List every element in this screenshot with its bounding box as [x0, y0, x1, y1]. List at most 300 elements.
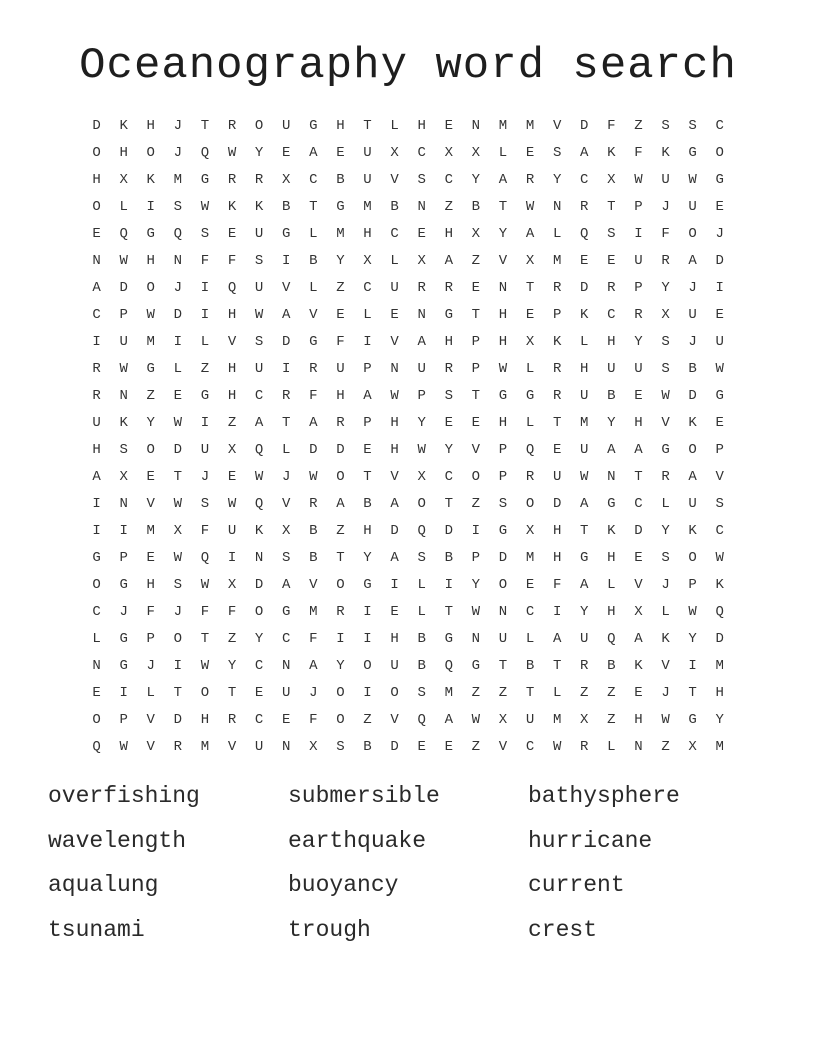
- grid-letter: W: [715, 361, 724, 377]
- grid-letter: D: [552, 496, 562, 512]
- grid-letter: V: [309, 577, 318, 593]
- grid-row: [83, 221, 734, 248]
- grid-letter: S: [661, 334, 670, 350]
- grid-letter: K: [254, 199, 264, 215]
- grid-letter: P: [471, 334, 481, 350]
- grid-letter: Q: [417, 712, 426, 728]
- grid-letter: V: [390, 172, 399, 188]
- grid-letter: J: [200, 469, 210, 485]
- word-list-item: trough: [288, 916, 371, 943]
- grid-letter: I: [634, 226, 643, 242]
- grid-letter: S: [200, 496, 210, 512]
- word-list-item: buoyancy: [288, 872, 399, 898]
- grid-letter: X: [525, 523, 535, 539]
- grid-letter: I: [715, 280, 724, 296]
- grid-letter: Q: [254, 496, 264, 512]
- grid-letter: E: [336, 307, 345, 323]
- grid-letter: E: [525, 307, 535, 323]
- grid-letter: S: [661, 118, 670, 134]
- grid-letter: U: [200, 442, 210, 458]
- grid-letter: Z: [363, 712, 372, 728]
- grid-letter: H: [119, 145, 128, 161]
- grid-letter: D: [173, 307, 183, 323]
- grid-letter: Y: [661, 280, 670, 296]
- grid-letter: Q: [417, 523, 426, 539]
- grid-letter: E: [552, 442, 562, 458]
- grid-row: [83, 518, 734, 545]
- grid-letter: P: [498, 469, 508, 485]
- grid-letter: C: [363, 280, 372, 296]
- grid-letter: C: [525, 604, 535, 620]
- grid-letter: O: [390, 685, 399, 701]
- grid-letter: C: [444, 172, 453, 188]
- grid-letter: I: [363, 685, 372, 701]
- grid-letter: Y: [336, 658, 345, 674]
- grid-letter: Y: [661, 523, 670, 539]
- grid-letter: P: [146, 631, 155, 647]
- grid-letter: V: [498, 253, 508, 269]
- grid-letter: U: [390, 658, 399, 674]
- grid-letter: A: [580, 577, 589, 593]
- grid-letter: Q: [92, 739, 101, 755]
- grid-letter: B: [309, 523, 318, 539]
- grid-letter: G: [119, 577, 128, 593]
- grid-letter: K: [146, 172, 155, 188]
- grid-letter: K: [580, 307, 589, 323]
- grid-letter: E: [525, 577, 535, 593]
- grid-letter: T: [580, 523, 589, 539]
- grid-letter: O: [92, 199, 101, 215]
- grid-letter: N: [92, 658, 101, 674]
- grid-letter: I: [200, 307, 210, 323]
- word-list-item: bathysphere: [528, 783, 680, 809]
- grid-letter: H: [227, 361, 237, 377]
- grid-letter: W: [471, 604, 481, 620]
- page-title: Oceanography word search: [79, 41, 737, 91]
- grid-letter: U: [634, 253, 643, 269]
- grid-letter: G: [200, 388, 210, 404]
- grid-letter: D: [580, 280, 589, 296]
- grid-letter: G: [119, 631, 128, 647]
- grid-letter: Q: [254, 442, 264, 458]
- grid-letter: O: [254, 604, 264, 620]
- grid-letter: L: [309, 280, 318, 296]
- grid-letter: O: [336, 712, 345, 728]
- grid-letter: N: [282, 739, 291, 755]
- grid-letter: X: [282, 523, 291, 539]
- grid-letter: E: [254, 685, 264, 701]
- grid-letter: U: [254, 361, 264, 377]
- grid-letter: G: [715, 172, 724, 188]
- grid-letter: M: [715, 739, 724, 755]
- grid-letter: X: [471, 226, 481, 242]
- grid-letter: O: [363, 658, 372, 674]
- grid-letter: D: [580, 118, 589, 134]
- grid-letter: D: [336, 442, 345, 458]
- grid-letter: O: [173, 631, 183, 647]
- grid-letter: L: [552, 685, 562, 701]
- grid-letter: I: [390, 577, 399, 593]
- grid-letter: W: [688, 172, 697, 188]
- grid-letter: B: [309, 550, 318, 566]
- grid-letter: Y: [254, 631, 264, 647]
- grid-letter: X: [227, 442, 237, 458]
- grid-letter: U: [580, 631, 589, 647]
- grid-letter: D: [173, 442, 183, 458]
- word-list-item: crest: [528, 916, 598, 943]
- grid-row: [83, 599, 734, 626]
- grid-letter: Z: [471, 496, 481, 512]
- grid-letter: W: [173, 496, 183, 512]
- grid-letter: Q: [580, 226, 589, 242]
- grid-letter: O: [92, 577, 101, 593]
- grid-letter: I: [146, 199, 155, 215]
- grid-letter: A: [282, 577, 291, 593]
- grid-letter: N: [417, 307, 426, 323]
- grid-letter: D: [390, 739, 399, 755]
- grid-letter: X: [417, 469, 426, 485]
- grid-letter: B: [525, 658, 535, 674]
- grid-letter: S: [173, 199, 183, 215]
- grid-letter: M: [146, 523, 155, 539]
- grid-letter: M: [715, 658, 724, 674]
- grid-letter: R: [525, 172, 535, 188]
- grid-letter: U: [254, 739, 264, 755]
- grid-letter: P: [634, 280, 643, 296]
- grid-letter: I: [444, 577, 453, 593]
- grid-row: [83, 113, 734, 140]
- grid-letter: G: [363, 577, 372, 593]
- grid-letter: R: [552, 388, 562, 404]
- grid-letter: R: [336, 415, 345, 431]
- grid-letter: H: [390, 415, 399, 431]
- grid-letter: F: [661, 226, 670, 242]
- grid-letter: W: [552, 739, 562, 755]
- grid-letter: K: [607, 145, 616, 161]
- grid-letter: K: [688, 415, 697, 431]
- grid-letter: W: [471, 712, 481, 728]
- grid-letter: C: [417, 145, 426, 161]
- grid-letter: G: [715, 388, 724, 404]
- grid-letter: K: [254, 523, 264, 539]
- grid-letter: A: [309, 145, 318, 161]
- grid-letter: H: [552, 550, 562, 566]
- grid-letter: Y: [607, 415, 616, 431]
- grid-letter: E: [390, 604, 399, 620]
- grid-letter: O: [715, 145, 724, 161]
- grid-letter: E: [417, 739, 426, 755]
- grid-letter: W: [498, 361, 508, 377]
- grid-letter: R: [661, 469, 670, 485]
- grid-letter: H: [607, 550, 616, 566]
- grid-letter: E: [92, 226, 101, 242]
- grid-letter: S: [607, 226, 616, 242]
- grid-letter: O: [417, 496, 426, 512]
- grid-letter: O: [336, 685, 345, 701]
- grid-letter: Z: [607, 712, 616, 728]
- grid-letter: R: [444, 280, 453, 296]
- grid-letter: Z: [227, 415, 237, 431]
- grid-letter: D: [92, 118, 101, 134]
- grid-letter: M: [580, 415, 589, 431]
- grid-letter: J: [715, 226, 724, 242]
- grid-letter: Y: [471, 577, 481, 593]
- grid-letter: L: [363, 307, 372, 323]
- grid-letter: C: [634, 496, 643, 512]
- grid-letter: W: [173, 415, 183, 431]
- grid-letter: L: [525, 631, 535, 647]
- grid-letter: V: [146, 496, 155, 512]
- grid-letter: R: [227, 172, 237, 188]
- grid-letter: I: [227, 550, 237, 566]
- grid-letter: D: [309, 442, 318, 458]
- grid-letter: E: [634, 685, 643, 701]
- grid-letter: E: [444, 739, 453, 755]
- grid-letter: G: [146, 361, 155, 377]
- grid-row: [83, 545, 734, 572]
- grid-letter: E: [146, 550, 155, 566]
- grid-letter: M: [525, 118, 535, 134]
- grid-row: [83, 653, 734, 680]
- grid-letter: A: [390, 496, 399, 512]
- grid-letter: S: [661, 361, 670, 377]
- grid-letter: W: [634, 172, 643, 188]
- grid-letter: H: [146, 577, 155, 593]
- grid-letter: R: [309, 496, 318, 512]
- grid-letter: F: [309, 631, 318, 647]
- grid-letter: I: [119, 523, 128, 539]
- grid-letter: M: [146, 334, 155, 350]
- grid-letter: V: [498, 739, 508, 755]
- grid-letter: G: [444, 307, 453, 323]
- grid-letter: R: [607, 280, 616, 296]
- grid-letter: H: [200, 712, 210, 728]
- grid-letter: I: [200, 415, 210, 431]
- grid-letter: Y: [471, 172, 481, 188]
- grid-row: [83, 275, 734, 302]
- grid-letter: X: [661, 307, 670, 323]
- grid-letter: N: [552, 199, 562, 215]
- grid-letter: R: [417, 280, 426, 296]
- grid-letter: T: [336, 550, 345, 566]
- grid-letter: J: [661, 685, 670, 701]
- grid-letter: Y: [634, 334, 643, 350]
- grid-row: [83, 626, 734, 653]
- grid-letter: H: [444, 334, 453, 350]
- grid-letter: I: [363, 334, 372, 350]
- grid-letter: S: [417, 172, 426, 188]
- grid-row: [83, 329, 734, 356]
- grid-letter: R: [227, 118, 237, 134]
- grid-letter: H: [634, 415, 643, 431]
- grid-letter: P: [417, 388, 426, 404]
- grid-letter: X: [471, 145, 481, 161]
- grid-letter: E: [444, 118, 453, 134]
- grid-letter: U: [227, 523, 237, 539]
- grid-letter: G: [580, 550, 589, 566]
- grid-letter: T: [688, 685, 697, 701]
- grid-letter: J: [119, 604, 128, 620]
- grid-letter: X: [119, 172, 128, 188]
- grid-letter: Z: [661, 739, 670, 755]
- grid-letter: T: [607, 199, 616, 215]
- grid-letter: O: [471, 469, 481, 485]
- grid-letter: H: [336, 118, 345, 134]
- grid-letter: I: [336, 631, 345, 647]
- grid-letter: C: [607, 307, 616, 323]
- grid-letter: X: [417, 253, 426, 269]
- grid-letter: A: [688, 469, 697, 485]
- word-list-item: tsunami: [48, 916, 145, 943]
- grid-letter: U: [715, 334, 724, 350]
- grid-letter: U: [688, 496, 697, 512]
- grid-letter: Z: [498, 685, 508, 701]
- grid-letter: U: [282, 118, 291, 134]
- grid-letter: Q: [715, 604, 724, 620]
- grid-letter: C: [390, 226, 399, 242]
- grid-letter: V: [390, 712, 399, 728]
- grid-letter: T: [363, 118, 372, 134]
- grid-letter: U: [607, 361, 616, 377]
- grid-letter: K: [688, 523, 697, 539]
- word-list-item: earthquake: [288, 827, 427, 854]
- grid-letter: E: [390, 307, 399, 323]
- word-list-item: overfishing: [48, 783, 200, 809]
- grid-letter: K: [227, 199, 237, 215]
- grid-letter: V: [390, 469, 399, 485]
- grid-letter: J: [688, 280, 697, 296]
- grid-letter: M: [309, 604, 318, 620]
- grid-letter: E: [634, 388, 643, 404]
- grid-letter: R: [661, 253, 670, 269]
- grid-letter: A: [444, 253, 453, 269]
- grid-letter: C: [92, 604, 101, 620]
- grid-letter: L: [525, 415, 535, 431]
- word-list: [48, 778, 768, 956]
- grid-letter: G: [661, 442, 670, 458]
- grid-letter: E: [715, 199, 724, 215]
- grid-letter: L: [309, 226, 318, 242]
- grid-letter: T: [200, 118, 210, 134]
- grid-letter: W: [688, 604, 697, 620]
- grid-letter: O: [92, 145, 101, 161]
- grid-letter: T: [634, 469, 643, 485]
- grid-letter: V: [661, 415, 670, 431]
- grid-letter: T: [471, 307, 481, 323]
- grid-letter: N: [119, 388, 128, 404]
- grid-letter: V: [282, 496, 291, 512]
- grid-letter: W: [661, 712, 670, 728]
- grid-letter: F: [309, 712, 318, 728]
- grid-row: [83, 491, 734, 518]
- grid-letter: G: [119, 658, 128, 674]
- grid-letter: M: [336, 226, 345, 242]
- grid-letter: Q: [607, 631, 616, 647]
- grid-letter: S: [336, 739, 345, 755]
- grid-letter: N: [92, 253, 101, 269]
- grid-letter: A: [417, 334, 426, 350]
- grid-letter: N: [417, 199, 426, 215]
- grid-letter: G: [444, 631, 453, 647]
- grid-letter: C: [580, 172, 589, 188]
- grid-letter: A: [282, 307, 291, 323]
- grid-letter: N: [471, 631, 481, 647]
- grid-letter: W: [146, 307, 155, 323]
- grid-letter: T: [227, 685, 237, 701]
- grid-letter: S: [254, 253, 264, 269]
- grid-letter: I: [688, 658, 697, 674]
- grid-letter: S: [417, 685, 426, 701]
- grid-letter: D: [173, 712, 183, 728]
- grid-letter: W: [227, 145, 237, 161]
- grid-letter: W: [200, 658, 210, 674]
- grid-letter: H: [498, 415, 508, 431]
- grid-letter: H: [92, 442, 101, 458]
- grid-letter: V: [309, 307, 318, 323]
- grid-letter: C: [282, 631, 291, 647]
- grid-letter: X: [580, 712, 589, 728]
- grid-letter: Z: [471, 253, 481, 269]
- grid-letter: G: [92, 550, 101, 566]
- grid-letter: E: [363, 442, 372, 458]
- grid-letter: G: [471, 658, 481, 674]
- grid-letter: K: [119, 118, 128, 134]
- grid-letter: N: [634, 739, 643, 755]
- word-list-item: aqualung: [48, 872, 159, 898]
- grid-letter: A: [498, 172, 508, 188]
- grid-row: [83, 302, 734, 329]
- grid-letter: Q: [200, 550, 210, 566]
- grid-letter: E: [607, 253, 616, 269]
- grid-letter: F: [552, 577, 562, 593]
- grid-letter: R: [282, 388, 291, 404]
- grid-letter: J: [688, 334, 697, 350]
- grid-letter: A: [92, 280, 101, 296]
- grid-row: [83, 194, 734, 221]
- grid-letter: V: [390, 334, 399, 350]
- grid-letter: E: [173, 388, 183, 404]
- letter-grid: [83, 113, 734, 761]
- grid-letter: O: [336, 469, 345, 485]
- grid-letter: H: [390, 631, 399, 647]
- grid-letter: X: [390, 145, 399, 161]
- grid-letter: T: [173, 685, 183, 701]
- grid-letter: E: [580, 253, 589, 269]
- grid-letter: T: [282, 415, 291, 431]
- grid-letter: W: [119, 739, 128, 755]
- grid-letter: A: [634, 442, 643, 458]
- grid-letter: U: [363, 145, 372, 161]
- grid-letter: L: [173, 361, 183, 377]
- grid-letter: H: [227, 307, 237, 323]
- grid-letter: T: [498, 199, 508, 215]
- grid-letter: E: [336, 145, 345, 161]
- grid-letter: U: [336, 361, 345, 377]
- grid-letter: M: [363, 199, 372, 215]
- grid-letter: I: [282, 361, 291, 377]
- grid-letter: G: [688, 145, 697, 161]
- grid-letter: F: [146, 604, 155, 620]
- grid-letter: E: [715, 415, 724, 431]
- grid-letter: B: [309, 253, 318, 269]
- grid-letter: L: [390, 253, 399, 269]
- grid-letter: E: [92, 685, 101, 701]
- grid-letter: L: [607, 577, 616, 593]
- grid-letter: H: [227, 388, 237, 404]
- grid-letter: J: [661, 199, 670, 215]
- grid-letter: I: [282, 253, 291, 269]
- grid-letter: W: [173, 550, 183, 566]
